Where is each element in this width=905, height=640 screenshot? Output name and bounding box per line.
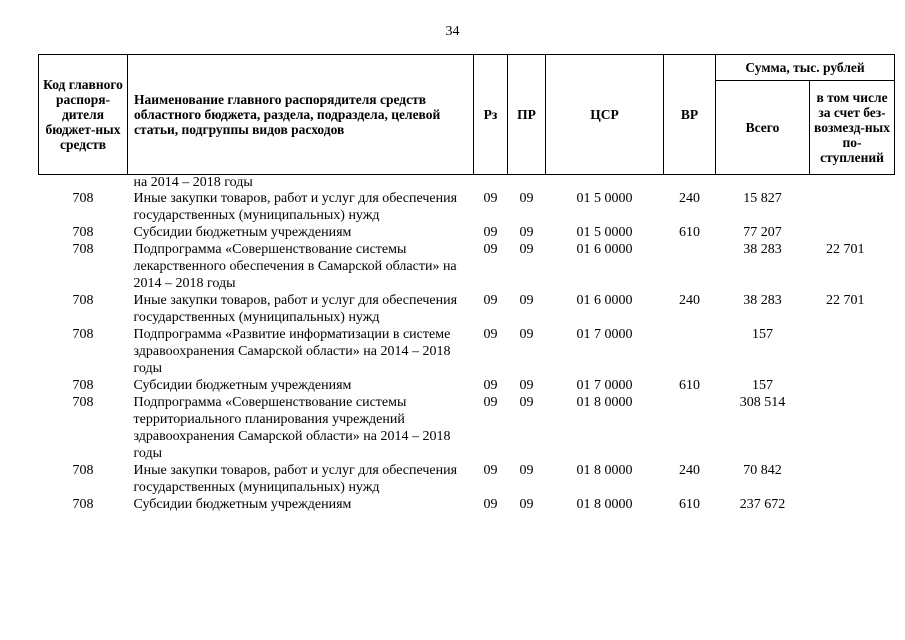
- row-code: 708: [72, 191, 94, 206]
- row-gratuitous: 22 701: [826, 242, 865, 257]
- row-csr: 01 8 0000: [576, 395, 633, 410]
- row-vr: [664, 394, 716, 462]
- row-csr: 01 5 0000: [576, 191, 633, 206]
- row-code: 708: [72, 225, 94, 240]
- row-csr: 01 5 0000: [576, 225, 633, 240]
- row-csr: 01 8 0000: [576, 497, 633, 512]
- row-pr: 09: [519, 191, 534, 206]
- row-code: 708: [72, 497, 94, 512]
- table-body: [39, 175, 895, 514]
- row-vr: 610: [679, 497, 700, 512]
- row-code: [39, 175, 128, 191]
- header-gratuitous: в том числе за счет без-возмезд-ных по-ступлений: [810, 81, 895, 175]
- table-row: [39, 175, 895, 191]
- row-gratuitous: [810, 175, 895, 191]
- row-rz: 09: [483, 327, 498, 342]
- row-name: Подпрограмма «Совершенствование системы лекарственного обеспечения в Самарской области» на 2014 – 2018 годы: [133, 242, 457, 291]
- header-name: Наименование главного распорядителя средств областного бюджета, раздела, подраздела, целевой статьи, подгруппы видов расходов: [128, 55, 474, 175]
- row-csr: [546, 175, 664, 191]
- row-name: Иные закупки товаров, работ и услуг для обеспечения государственных (муниципальных) нужд: [133, 293, 458, 325]
- row-vr: 610: [679, 378, 700, 393]
- row-rz: 09: [483, 225, 498, 240]
- row-gratuitous: [810, 190, 895, 224]
- row-total: 38 283: [743, 242, 782, 257]
- row-rz: 09: [483, 395, 498, 410]
- row-pr: [508, 175, 546, 191]
- table-row: [39, 190, 895, 224]
- row-csr: 01 8 0000: [576, 463, 633, 478]
- row-code: 708: [72, 327, 94, 342]
- row-total: 157: [752, 378, 773, 393]
- row-code: 708: [72, 242, 94, 257]
- page-number: 34: [445, 24, 460, 39]
- table-row: [39, 326, 895, 377]
- table-row: [39, 496, 895, 513]
- row-pr: 09: [519, 242, 534, 257]
- header-sum: Сумма, тыс. рублей: [716, 55, 895, 81]
- row-pr: 09: [519, 293, 534, 308]
- row-name: Субсидии бюджетным учреждениям: [133, 497, 352, 512]
- row-vr: 240: [679, 191, 700, 206]
- header-rz: Рз: [474, 55, 508, 175]
- row-pr: 09: [519, 463, 534, 478]
- header-total: Всего: [716, 81, 810, 175]
- row-csr: 01 6 0000: [576, 293, 633, 308]
- row-vr: [664, 175, 716, 191]
- row-name: Иные закупки товаров, работ и услуг для обеспечения государственных (муниципальных) нужд: [133, 191, 458, 223]
- row-pr: 09: [519, 378, 534, 393]
- row-csr: 01 7 0000: [576, 378, 633, 393]
- row-gratuitous: [810, 496, 895, 513]
- row-rz: 09: [483, 293, 498, 308]
- row-gratuitous: [810, 326, 895, 377]
- row-pr: 09: [519, 395, 534, 410]
- row-name: Подпрограмма «Развитие информатизации в системе здравоохранения Самарской области» на 2014 – 2018 годы: [133, 327, 451, 376]
- row-pr: 09: [519, 327, 534, 342]
- row-rz: 09: [483, 497, 498, 512]
- row-total: 38 283: [743, 293, 782, 308]
- row-gratuitous: [810, 394, 895, 462]
- row-code: 708: [72, 293, 94, 308]
- row-csr: 01 7 0000: [576, 327, 633, 342]
- row-total: 308 514: [739, 395, 786, 410]
- header-pr: ПР: [508, 55, 546, 175]
- row-total: 77 207: [743, 225, 782, 240]
- table-header: [39, 55, 895, 175]
- table-row: [39, 377, 895, 394]
- row-vr: 240: [679, 463, 700, 478]
- row-name: на 2014 – 2018 годы: [133, 175, 253, 190]
- row-vr: [664, 326, 716, 377]
- row-rz: 09: [483, 463, 498, 478]
- row-total: 157: [752, 327, 773, 342]
- header-csr: ЦСР: [546, 55, 664, 175]
- table-row: [39, 462, 895, 496]
- row-code: 708: [72, 395, 94, 410]
- row-rz: 09: [483, 242, 498, 257]
- header-vr: ВР: [664, 55, 716, 175]
- row-vr: [664, 241, 716, 292]
- row-rz: [474, 175, 508, 191]
- row-gratuitous: [810, 377, 895, 394]
- row-total: 237 672: [739, 497, 786, 512]
- row-gratuitous: [810, 224, 895, 241]
- row-vr: 610: [679, 225, 700, 240]
- row-code: 708: [72, 463, 94, 478]
- row-pr: 09: [519, 497, 534, 512]
- row-name: Субсидии бюджетным учреждениям: [133, 225, 352, 240]
- header-code: Код главного распоря-дителя бюджет-ных средств: [39, 55, 128, 175]
- row-vr: 240: [679, 293, 700, 308]
- row-gratuitous: 22 701: [826, 293, 865, 308]
- row-csr: 01 6 0000: [576, 242, 633, 257]
- row-name: Подпрограмма «Совершенствование системы территориального планирования учреждений здравоохранения Самарской области» на 2014 – 2018 годы: [133, 395, 451, 461]
- budget-table: [38, 54, 895, 513]
- table-row: [39, 224, 895, 241]
- table-row: [39, 292, 895, 326]
- row-gratuitous: [810, 462, 895, 496]
- table-row: [39, 241, 895, 292]
- row-total: [716, 175, 810, 191]
- row-name: Иные закупки товаров, работ и услуг для обеспечения государственных (муниципальных) нужд: [133, 463, 458, 495]
- row-total: 70 842: [743, 463, 782, 478]
- row-rz: 09: [483, 191, 498, 206]
- table-row: [39, 394, 895, 462]
- row-pr: 09: [519, 225, 534, 240]
- row-name: Субсидии бюджетным учреждениям: [133, 378, 352, 393]
- row-rz: 09: [483, 378, 498, 393]
- row-code: 708: [72, 378, 94, 393]
- row-total: 15 827: [743, 191, 782, 206]
